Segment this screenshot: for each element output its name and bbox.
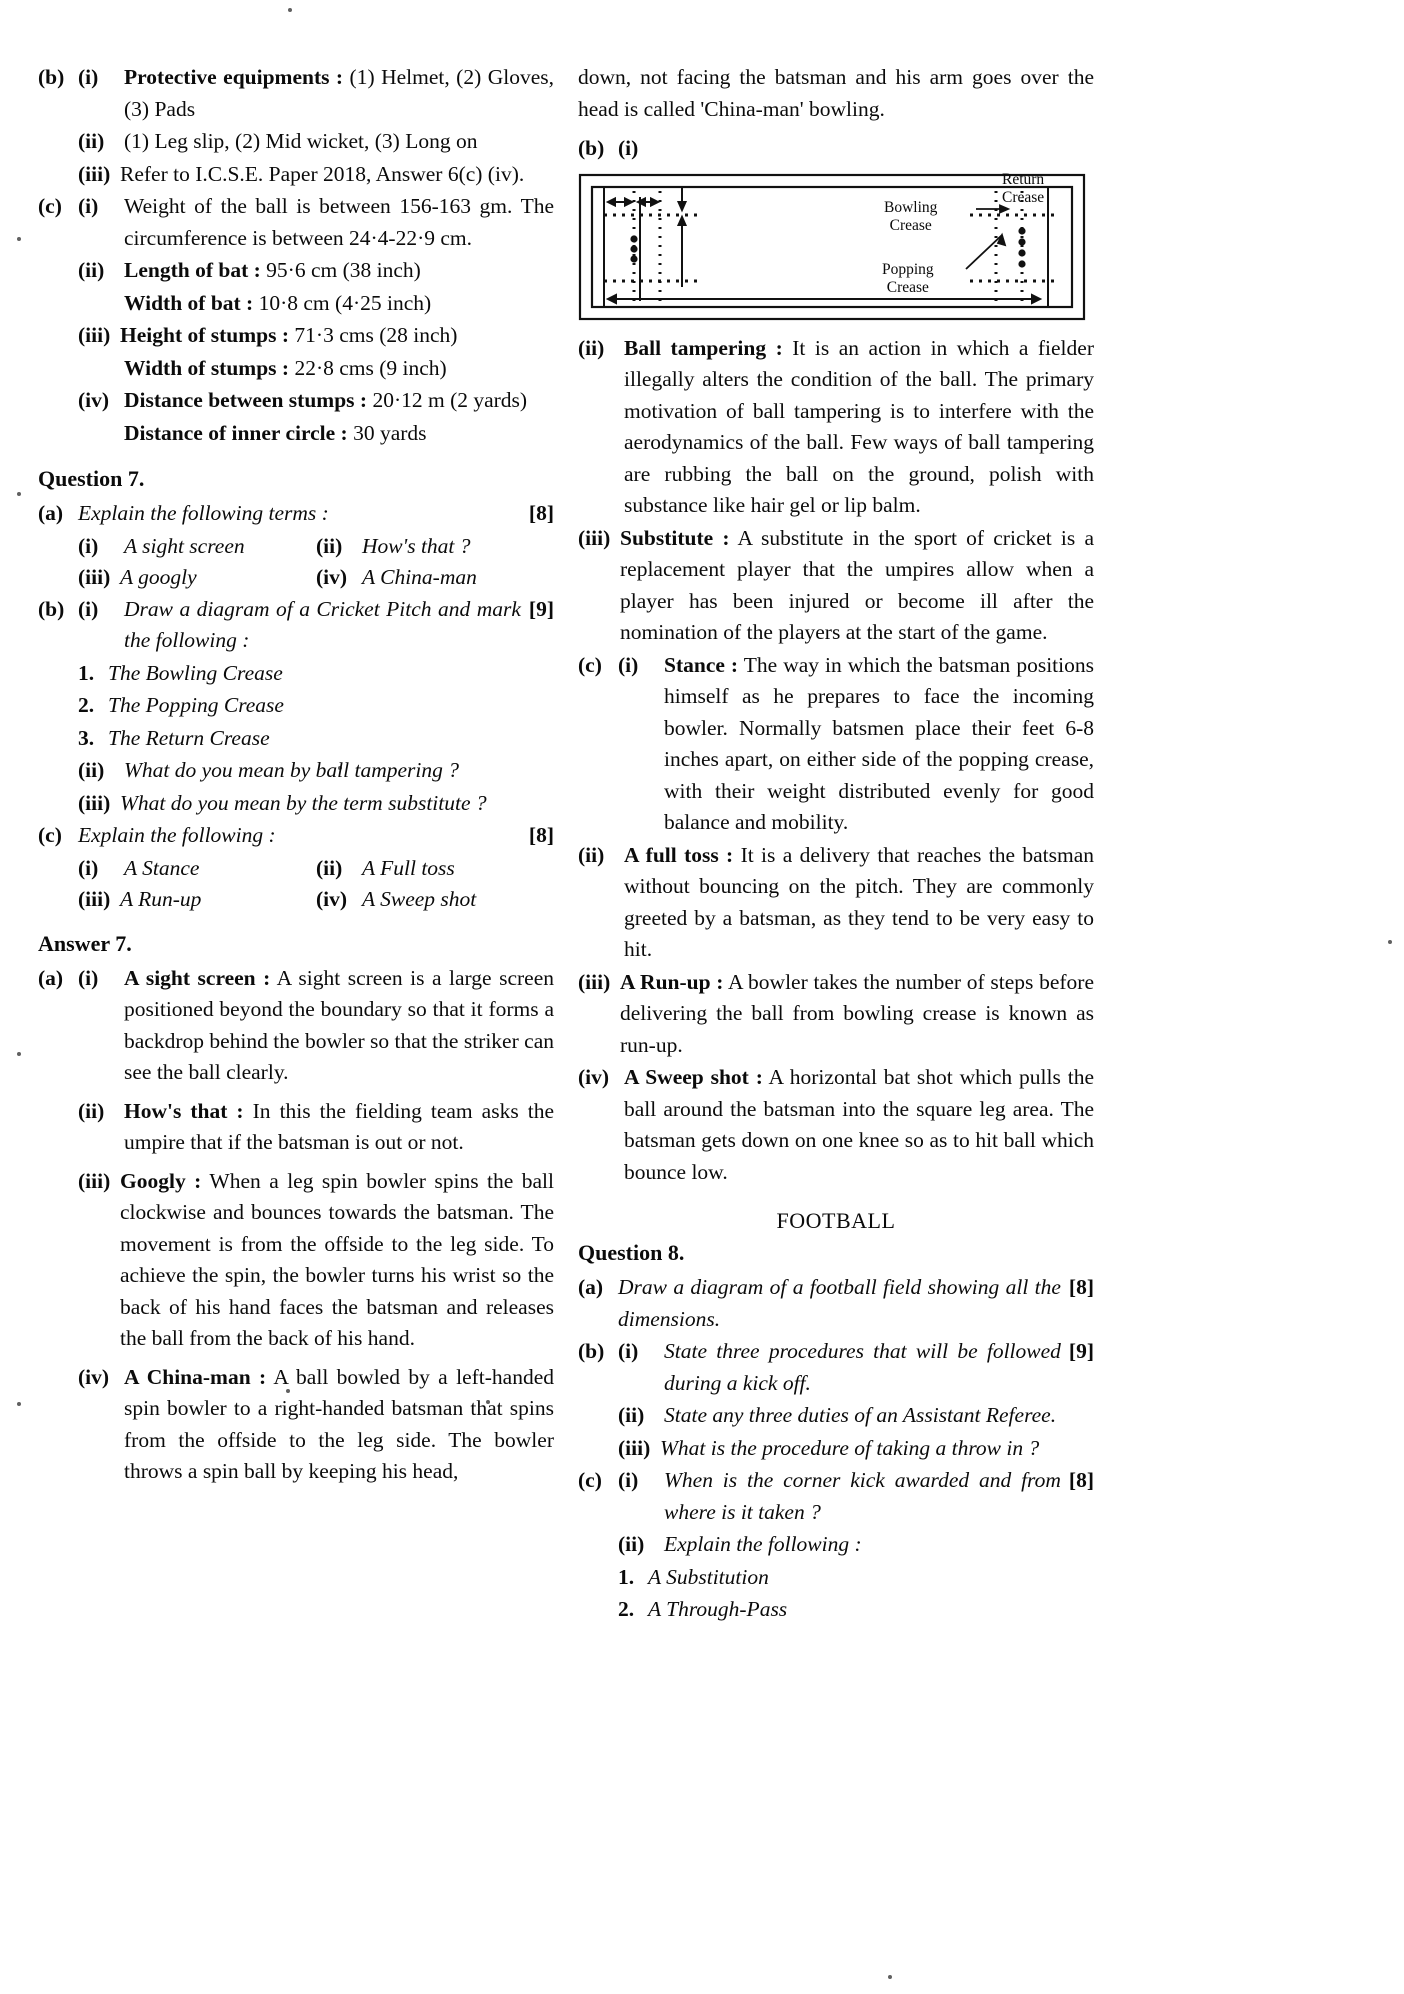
roman-label: (i) [78,65,99,89]
question-7-heading: Question 7. [38,466,145,491]
answer-7a-continuation: down, not facing the batsman and his arm goes over the head is called 'China-man' bowling. [578,65,1094,121]
answer-7a-item-iv [78,1362,554,1488]
item-text: A Through-Pass [648,1597,788,1621]
question-7c-item-iii [78,884,316,916]
roman-label: (i) [618,1339,639,1363]
item-label-a: (a) [578,1275,604,1299]
question-7a-row-2 [78,562,554,594]
roman-label: (i) [78,533,99,558]
roman-label: (ii) [578,842,605,867]
item-text: A sight screen [124,533,245,558]
item-text: A googly [120,565,197,589]
item-body [124,288,554,320]
question-7c-item-iv [316,884,554,916]
item-text [78,498,554,530]
item-body [120,320,554,352]
question-8c-item-ii [618,1529,1094,1561]
item-text [664,1336,1094,1399]
item-label-b: (b) [38,596,65,621]
item-body [124,385,554,417]
scan-speck [17,1402,21,1406]
stem-text: Explain the following terms : [78,501,329,525]
bold-lead: Protective equipments : [124,65,344,89]
marks-badge: [8] [1068,1468,1094,1492]
scan-speck [17,1052,21,1056]
marks-badge: [9] [1068,1339,1094,1363]
item-body [124,62,554,125]
question-7c-item-i [78,853,316,885]
item-text: What is the procedure of taking a throw in ? [660,1435,1040,1460]
item-text: 71·3 cms (28 inch) [289,323,458,347]
answer-7a-item-i [38,963,554,1089]
bold-lead: Width of bat : [124,290,254,315]
roman-label: (iii) [78,790,111,815]
question-7a-item-iii [78,562,316,594]
item-body [620,967,1094,1062]
item-text [78,820,554,852]
scan-speck [288,8,292,12]
answer-6b-item-ii [78,126,554,158]
scan-speck [17,237,21,241]
item-text: Weight of the ball is between 156-163 gm. The circumference is between 24·4-22·9 cm. [124,194,554,250]
answer-7b-item-iii [578,523,1094,649]
question-7a-item-iv [316,562,554,594]
answer-6b-item-iii [78,159,554,191]
bold-lead: Height of stumps : [120,323,290,347]
roman-label: (ii) [78,1098,105,1123]
item-label-c: (c) [578,1468,602,1492]
item-text: A horizontal bat shot which pulls the ball around the batsman into the square leg area. The batsman gets down on one knee so as to hit ball which bounce low. [624,1065,1094,1184]
number-label: 1. [618,1564,635,1589]
question-7b-sub-2 [78,690,554,722]
bold-lead: Stance : [664,652,739,677]
number-label: 2. [618,1597,635,1621]
question-7b-item-ii [78,755,554,787]
marks-badge: [8] [1068,1275,1094,1299]
roman-label: (i) [618,1468,639,1492]
roman-label: (ii) [316,855,343,880]
bold-lead: How's that : [124,1098,244,1123]
item-text: A Stance [124,855,200,880]
roman-label: (ii) [578,335,605,360]
item-text: 20·12 m (2 yards) [367,388,528,412]
item-text: 10·8 cm (4·25 inch) [253,290,432,315]
bold-lead: Distance of inner circle : [124,420,348,445]
item-body [664,650,1094,839]
item-text: A Run-up [120,887,202,911]
item-text: A Substitution [648,1564,769,1589]
roman-label: (iv) [78,1364,110,1389]
roman-label: (ii) [78,758,105,782]
question-8c-sub-2 [618,1594,1094,1626]
item-text: A bowler takes the number of steps before delivering the ball from bowling crease is known as run-up. [620,969,1094,1057]
roman-label: (iii) [78,161,111,186]
question-7a [38,498,554,530]
item-text: A ball bowled by a left-handed spin bowler to a right-handed batsman that spins from the offside to the leg side. The bowler throws a spin ball by keeping his head, [124,1364,554,1483]
stem-text: Explain the following : [78,823,276,847]
item-text: (1) Helmet, (2) Gloves, (3) Pads [124,65,554,121]
item-body [124,1362,554,1488]
bold-lead: A China-man : [124,1364,267,1389]
return-crease-label: Return Crease [1002,170,1045,206]
question-7c-row-1 [78,853,554,885]
item-text: How's that ? [362,533,471,558]
item-text: A Sweep shot [362,887,477,911]
question-8a [578,1272,1094,1335]
item-text: Refer to I.C.S.E. Paper 2018, Answer 6(c) (iv). [120,161,525,186]
roman-label: (iii) [78,323,111,347]
question-7b-item-i [38,594,554,657]
bold-lead: Substitute : [620,525,730,550]
roman-label: (ii) [316,533,343,558]
popping-crease-label: Popping Crease [882,260,934,296]
item-text: When a leg spin bowler spins the ball clockwise and bounces towards the batsman. The movement is from the offside to the leg side. To achieve the spin, the bowler turns his wrist so the back of his hand faces the batsman and releases the ball from the back of his hand. [120,1168,555,1350]
item-body [624,333,1094,522]
item-text: A substitute in the sport of cricket is a replacement player that the umpires allow when a player has been injured or become ill after the nomination of the players at the start of the game. [620,525,1094,644]
item-body [624,1062,1094,1188]
question-7c [38,820,554,852]
bold-lead: A Run-up : [620,969,724,994]
answer-7c-item-iii [578,967,1094,1062]
answer-7-heading: Answer 7. [38,930,132,956]
answer-6c-width-of-bat [124,288,554,320]
question-8b-item-i [578,1336,1094,1399]
answer-7c-item-i [578,650,1094,839]
stem-text: Draw a diagram of a football field showing all the dimensions. [618,1275,1061,1331]
question-8-heading: Question 8. [578,1240,685,1265]
item-text: The Bowling Crease [108,660,283,685]
marks-badge: [8] [528,823,554,847]
roman-label: (i) [78,965,99,990]
right-column [578,62,1094,1627]
marks-badge: [9] [528,596,554,621]
roman-label: (i) [78,596,99,621]
question-7c-row-2 [78,884,554,916]
item-label-b: (b) [38,65,65,89]
answer-6c-item-ii [78,255,554,287]
item-text: It is an action in which a fielder illegally alters the condition of the ball. The primary motivation of ball tampering is to interfere with the aerodynamics of the ball. Few ways of ball tampering are rubbing the ball on the ground, polish with substance like hair gel or lip balm. [624,335,1094,517]
roman-label: (ii) [78,129,105,153]
item-text: It is a delivery that reaches the batsman without bouncing on the pitch. They are commonly greeted by a batsman, as they tend to be very easy to hit. [624,842,1094,961]
item-label-a: (a) [38,501,64,525]
question-7b-item-iii [78,788,554,820]
item-label-c: (c) [38,194,62,218]
question-8c-item-i [578,1465,1094,1528]
item-label-c: (c) [578,652,602,677]
answer-6c-item-iii [78,320,554,352]
item-text: Explain the following : [664,1532,862,1556]
roman-label: (iv) [316,887,348,911]
item-body [124,353,554,385]
answer-7c-item-ii [578,840,1094,966]
item-body [124,255,554,287]
answer-7a-item-iii [78,1166,554,1355]
scan-speck [17,492,21,496]
bold-lead: Width of stumps : [124,355,290,380]
item-text: What do you mean by ball tampering ? [124,758,459,782]
roman-label: (ii) [78,258,105,282]
scan-speck [888,1975,892,1979]
item-text: 22·8 cms (9 inch) [289,355,447,380]
roman-label: (ii) [618,1403,645,1427]
answer-6c-item-i [38,191,554,254]
answer-7c-item-iv [578,1062,1094,1188]
answer-7b-label-row [578,133,1094,165]
stem-text: Draw a diagram of a Cricket Pitch and mark the following : [124,596,521,652]
item-text: (1) Leg slip, (2) Mid wicket, (3) Long on [124,129,478,153]
left-column [38,62,554,1489]
item-text [664,1465,1094,1528]
item-text: The Return Crease [108,725,270,750]
roman-label: (ii) [618,1532,645,1556]
question-7a-item-ii [316,531,554,563]
item-label-b: (b) [578,1339,605,1363]
bold-lead: A Sweep shot : [624,1065,763,1089]
answer-6c-inner-circle [124,418,554,450]
item-body [120,1166,554,1355]
roman-label: (iii) [578,969,611,994]
item-text [618,1272,1094,1335]
question-7a-item-i [78,531,316,563]
question-8c-sub-1 [618,1562,1094,1594]
item-label-b: (b) [578,136,605,160]
roman-label: (iii) [578,525,611,550]
item-body [124,963,554,1089]
item-text: 30 yards [347,420,427,445]
item-text: A sight screen is a large screen positioned beyond the boundary so that it forms a backdrop behind the bowler so that the striker can see the ball clearly. [124,965,554,1084]
item-text: What do you mean by the term substitute ? [120,790,487,815]
item-text: State any three duties of an Assistant Referee. [664,1403,1057,1427]
item-text [124,594,554,657]
item-label-a: (a) [38,965,64,990]
item-text: In this the fielding team asks the umpire that if the batsman is out or not. [124,1098,554,1154]
bold-lead: A full toss : [624,842,734,867]
item-body [624,840,1094,966]
bowling-crease-label: Bowling Crease [884,198,938,234]
roman-label: (i) [78,855,99,880]
item-label-c: (c) [38,823,62,847]
roman-label: (iii) [78,565,111,589]
item-body [124,1096,554,1159]
bold-lead: A sight screen : [124,965,271,990]
bold-lead: Distance between stumps : [124,388,368,412]
roman-label: (i) [78,194,99,218]
roman-label: (iv) [78,388,110,412]
question-7c-item-ii [316,853,554,885]
question-7b-sub-3 [78,723,554,755]
item-text: 95·6 cm (38 inch) [260,258,421,282]
football-section-heading: FOOTBALL [776,1208,896,1233]
marks-badge: [8] [528,501,554,525]
item-text: A Full toss [362,855,455,880]
bold-lead: Googly : [120,1168,202,1193]
item-text: The Popping Crease [108,693,284,717]
answer-6b-item-i [38,62,554,125]
question-8b-item-ii [618,1400,1094,1432]
answer-7a-item-ii [78,1096,554,1159]
number-label: 2. [78,693,95,717]
bold-lead: Ball tampering : [624,335,783,360]
roman-label: (iii) [78,1168,111,1193]
item-body [124,418,554,450]
stem-text: State three procedures that will be followed during a kick off. [664,1339,1061,1395]
roman-label: (iii) [618,1435,651,1460]
item-body [620,523,1094,649]
answer-6c-item-iv [78,385,554,417]
question-7a-row-1 [78,531,554,563]
roman-label: (iv) [316,565,348,589]
question-8b-item-iii [618,1433,1094,1465]
stem-text: When is the corner kick awarded and from where is it taken ? [664,1468,1061,1524]
item-text: A China-man [362,565,477,589]
roman-label: (iii) [78,887,111,911]
question-7b-sub-1 [78,658,554,690]
item-text: The way in which the batsman positions himself as he prepares to face the incoming bowler. Normally batsmen place their feet 6-8 inches apart, on either side of the popping crease, with their weight distributed evenly for good balance and mobility. [664,652,1094,834]
roman-label: (i) [618,136,639,160]
roman-label: (i) [618,652,639,677]
number-label: 1. [78,660,95,685]
number-label: 3. [78,725,95,750]
bold-lead: Length of bat : [124,258,261,282]
roman-label: (iv) [578,1065,610,1089]
answer-6c-width-of-stumps [124,353,554,385]
scan-speck [1388,940,1392,944]
answer-7b-item-ii [578,333,1094,522]
cricket-pitch-diagram [578,169,1094,327]
